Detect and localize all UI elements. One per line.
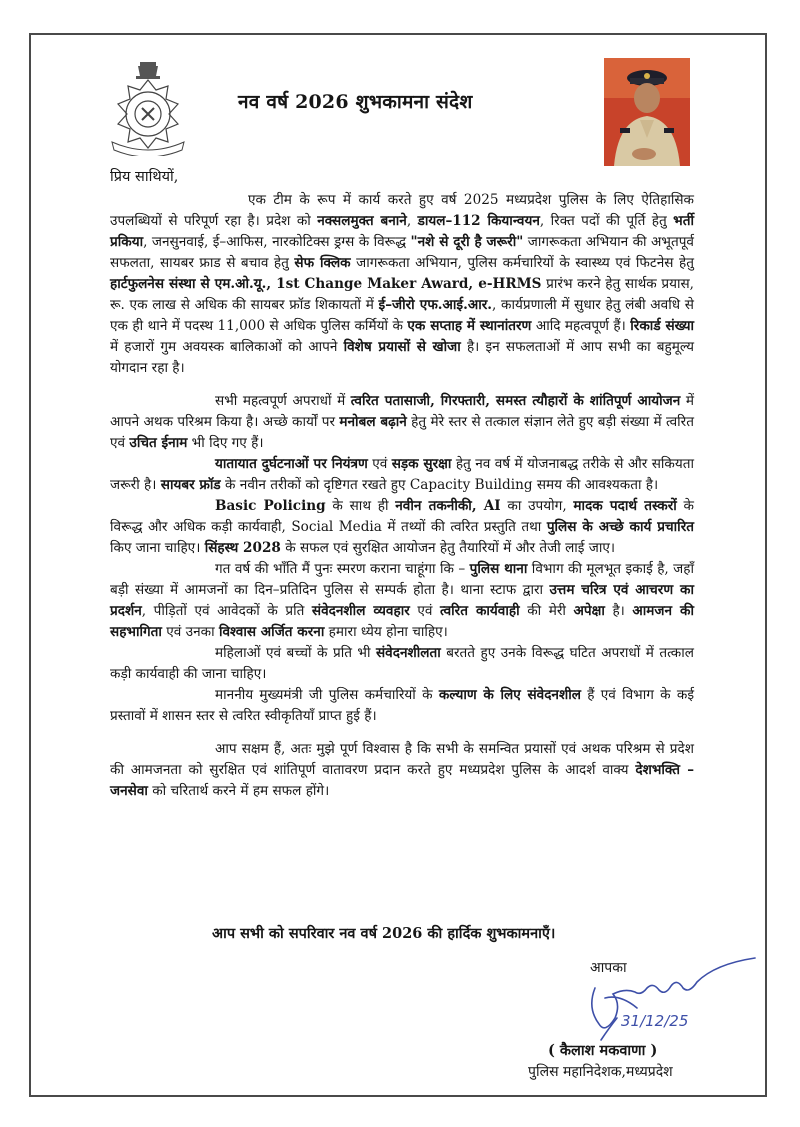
paragraph-basic-policing bbox=[110, 496, 694, 559]
body-text-run: गत वर्ष की भाँति मैं पुनः स्मरण कराना चाहूंगा कि – bbox=[215, 561, 470, 577]
emphasis-text: यातायात दुर्घटनाओं पर नियंत्रण bbox=[215, 456, 368, 472]
emphasis-text: पुलिस थाना bbox=[469, 561, 528, 577]
emphasis-text: पुलिस के अच्छे कार्य प्रचारित bbox=[546, 519, 694, 535]
body-text-run: प्रारंभ करने हेतु सार्थक प्रयास, रू. एक लाख से अधिक की सायबर फ्रॉड शिकायतों में bbox=[110, 276, 694, 313]
emphasis-text: उचित ईनाम bbox=[129, 435, 188, 451]
body-text-run: में हजारों गुम अवयस्क बालिकाओं को आपने bbox=[110, 339, 344, 355]
body-text-run: विभाग की मूलभूत इकाई है, जहाँ बड़ी संख्या में आमजनों का दिन–प्रतिदिन पुलिस से सम्पर्क होता है। थाना स्टाफ द्वारा bbox=[110, 561, 695, 598]
mp-police-emblem bbox=[104, 58, 192, 156]
body-text-run: सभी महत्वपूर्ण अपराधों में bbox=[215, 393, 351, 409]
emphasis-text: Basic Policing bbox=[215, 498, 326, 514]
emphasis-text: रिकार्ड संख्या bbox=[630, 318, 695, 334]
body-text-run: आदि महत्वपूर्ण हैं। bbox=[531, 318, 631, 334]
paragraph-traffic-safety bbox=[110, 454, 694, 496]
svg-text:31/12/25: 31/12/25 bbox=[621, 1012, 689, 1030]
emphasis-text: उत्तम चरित्र एवं आचरण का प्रदर्शन bbox=[110, 582, 694, 619]
body-text-run: , पीड़ितों एवं आवेदकों के प्रति bbox=[141, 603, 312, 619]
sign-off: आपका bbox=[590, 960, 627, 976]
body-text-run: महिलाओं एवं बच्चों के प्रति भी bbox=[215, 645, 376, 661]
body-text-run: एवं bbox=[367, 456, 392, 472]
emphasis-text: "नशे से दूरी है जरूरी" bbox=[410, 234, 524, 250]
body-text-run: आप सक्षम हैं, अतः मुझे पूर्ण विश्वास है कि सभी के समन्वित प्रयासों एवं अथक परिश्रम से प्रदेश की आमजनता को सुरक्षित एवं शांतिपूर्ण वातावरण प्रदान करते हुए मध्यप्रदेश पुलिस के आदर्श वाक्य bbox=[110, 741, 694, 778]
body-text-run: हैं एवं विभाग के कई प्रस्तावों में शासन स्तर से त्वरित स्वीकृतियाँ प्राप्त हुई हैं। bbox=[110, 687, 695, 724]
emphasis-text: ई–जीरो एफ.आई.आर. bbox=[378, 297, 493, 313]
emphasis-text: आमजन की सहभागिता bbox=[110, 603, 694, 640]
body-text-run: , कार्यप्रणाली में सुधार हेतु लंबी अवधि से एक ही थाने में पदस्थ 11,000 से अधिक पुलिस कर्मियों के bbox=[110, 297, 694, 334]
emphasis-text: मनोबल बढ़ाने bbox=[339, 414, 407, 430]
body-text-run: का उपयोग, bbox=[500, 498, 574, 514]
emphasis-text: त्वरित पतासाजी, गिरफ्तारी, समस्त त्यौहारों के शांतिपूर्ण आयोजन bbox=[350, 393, 681, 409]
closing-greeting: आप सभी को सपरिवार नव वर्ष 2026 की हार्दिक शुभकामनाएँ। bbox=[212, 925, 556, 942]
body-text-run: जागरूकता अभियान की अभूतपूर्व सफलता, सायबर फ्राड से बचाव हेतु bbox=[110, 234, 694, 271]
body-text-run: के विरूद्ध और अधिक कड़ी कार्यवाही, Social Media में तथ्यों की त्वरित प्रस्तुति तथा bbox=[110, 498, 694, 535]
signer-name: ( कैलाश मकवाणा ) bbox=[548, 1042, 658, 1059]
body-text-run: के साथ ही bbox=[325, 498, 396, 514]
emphasis-text: नक्सलमुक्त बनाने bbox=[317, 213, 407, 229]
body-text-run: हेतु मेरे स्तर से तत्काल संज्ञान लेते हुए बड़ी संख्या में त्वरित एवं bbox=[110, 414, 694, 451]
body-text-run: को चरितार्थ करने में हम सफल होंगे। bbox=[147, 783, 330, 799]
letter-body bbox=[110, 190, 694, 802]
emphasis-text: सेफ क्लिक bbox=[294, 255, 351, 271]
emphasis-text: विशेष प्रयासों से खोजा bbox=[343, 339, 461, 355]
body-text-run: भी दिए गए हैं। bbox=[187, 435, 264, 451]
emphasis-text: सिंहस्थ 2028 bbox=[204, 540, 281, 556]
handwritten-signature bbox=[565, 948, 765, 1048]
body-text-run: के नवीन तरीकों को दृष्टिगत रखते हुए Capacity Building समय की आवश्यकता है। bbox=[220, 477, 659, 493]
emphasis-text: सायबर फ्रॉड bbox=[160, 477, 221, 493]
body-text-run: एवं bbox=[409, 603, 440, 619]
emphasis-text: सड़क सुरक्षा bbox=[391, 456, 452, 472]
body-text-run: के सफल एवं सुरक्षित आयोजन हेतु तैयारियों में और तेजी लाई जाए। bbox=[280, 540, 616, 556]
body-text-run: एक टीम के रूप में कार्य करते हुए वर्ष 2025 मध्यप्रदेश पुलिस के लिए ऐतिहासिक उपलब्धियों से परिपूर्ण रहा है। प्रदेश को bbox=[110, 192, 694, 229]
body-text-run: , रिक्त पदों की पूर्ति हेतु bbox=[539, 213, 674, 229]
body-text-run: बरतते हुए उनके विरूद्ध घटित अपराधों में तत्काल कड़ी कार्यवाही की जाना चाहिए। bbox=[110, 645, 694, 682]
emphasis-text: डायल–112 कियान्वयन bbox=[417, 213, 540, 229]
body-text-run: जागरूकता अभियान, पुलिस कर्मचारियों के स्वास्थ्य एवं फिटनेस हेतु bbox=[350, 255, 694, 271]
emphasis-text: हार्टफुलनेस संस्था से एम.ओ.यू., 1st Change Maker Award, e-HRMS bbox=[110, 276, 542, 292]
emphasis-text: अपेक्षा bbox=[573, 603, 605, 619]
emphasis-text: एक सप्ताह में स्थानांतरण bbox=[407, 318, 532, 334]
body-text-run: है। इन सफलताओं में आप सभी का बहुमूल्य योगदान रहा है। bbox=[110, 339, 694, 376]
paragraph-achievements bbox=[110, 190, 694, 379]
page-title: नव वर्ष 2026 शुभकामना संदेश bbox=[238, 91, 473, 113]
paragraph-chief-minister bbox=[110, 685, 694, 727]
paragraph-confidence bbox=[110, 739, 694, 802]
emphasis-text: देशभक्ति – जनसेवा bbox=[110, 762, 694, 799]
emphasis-text: संवेदनशीलता bbox=[375, 645, 441, 661]
body-text-run: एवं उनका bbox=[161, 624, 219, 640]
emphasis-text: कल्याण के लिए संवेदनशील bbox=[438, 687, 581, 703]
body-text-run: हेतु नव वर्ष में योजनाबद्ध तरीके से और सकियता जरूरी है। bbox=[110, 456, 694, 493]
emphasis-text: संवेदनशील व्यवहार bbox=[311, 603, 410, 619]
signer-designation: पुलिस महानिदेशक,मध्यप्रदेश bbox=[528, 1064, 673, 1080]
body-text-run: की मेरी bbox=[519, 603, 574, 619]
portrait-photo bbox=[604, 58, 690, 166]
body-text-run: में आपने अथक परिश्रम किया है। अच्छे कार्यों पर bbox=[110, 393, 694, 430]
emphasis-text: भर्ती प्रकिया bbox=[110, 213, 694, 250]
emphasis-text: नवीन तकनीकी, AI bbox=[395, 498, 501, 514]
body-text-run: किए जाना चाहिए। bbox=[110, 540, 205, 556]
salutation: प्रिय साथियों, bbox=[110, 169, 179, 185]
paragraph-police-station bbox=[110, 559, 694, 643]
body-text-run: , जनसुनवाई, ई–आफिस, नारकोटिक्स ड्रग्स के विरूद्ध bbox=[143, 234, 411, 250]
body-text-run: हमारा ध्येय होना चाहिए। bbox=[324, 624, 448, 640]
body-text-run: है। bbox=[604, 603, 633, 619]
emphasis-text: त्वरित कार्यवाही bbox=[440, 603, 520, 619]
body-text-run: , bbox=[406, 213, 418, 229]
emphasis-text: विश्वास अर्जित करना bbox=[218, 624, 325, 640]
paragraph-crime-control bbox=[110, 391, 694, 454]
paragraph-women-children bbox=[110, 643, 694, 685]
body-text-run: माननीय मुख्यमंत्री जी पुलिस कर्मचारियों के bbox=[215, 687, 439, 703]
emphasis-text: मादक पदार्थ तस्करों bbox=[573, 498, 677, 514]
